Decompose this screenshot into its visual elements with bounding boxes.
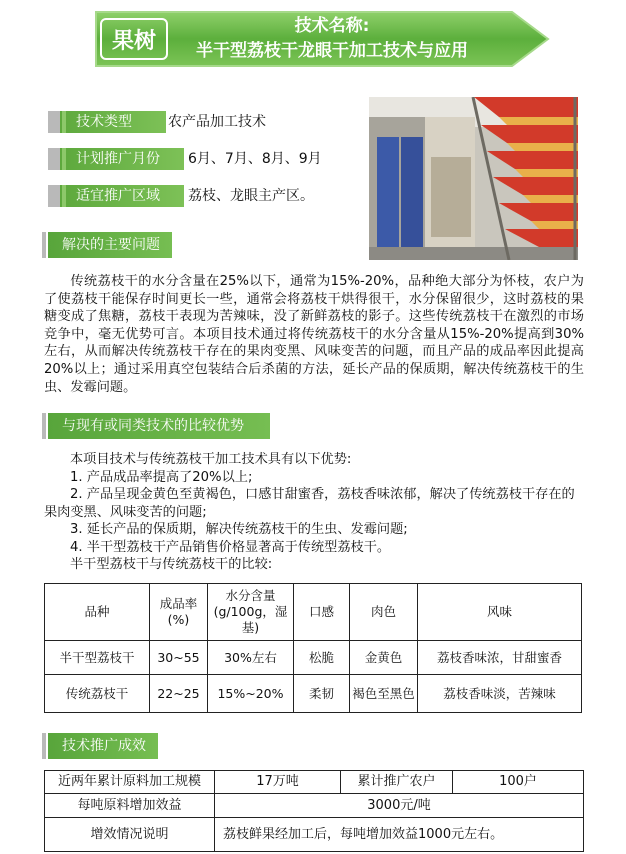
scale-value: 17万吨: [215, 771, 341, 794]
advantage-section-title: 与现有或同类技术的比较优势: [48, 413, 270, 439]
table-row: [45, 794, 584, 818]
table-row: [45, 818, 584, 852]
header-cell: 口感: [294, 584, 350, 641]
advantage-item: 3. 延长产品的保质期，解决传统荔枝干的生虫、发霉问题;: [70, 522, 408, 537]
title-name: 半干型荔枝干龙眼干加工技术与应用: [196, 41, 468, 61]
problem-paragraph: 传统荔枝干的水分含量在25%以下，通常为15%-20%，品种绝大部分为怀枝，农户为了使荔枝干能保存时间更长一些，通常会将荔枝干烘得很干，水分保留很少，这时荔枝的果糖变成了焦糖，荔枝干表现为苦辣味，没了新鲜荔枝的影子。这些传统荔枝干在激烈的市场竞争中，毫无优势可言。本项目技术通过将传统荔枝干的水分含量从15%-20%提高到30%左右，从而解决传统荔枝干存在的果肉变黑、风味变苦的问题，而且产品的成品率因此提高20%以上；通过采用真空包装结合后杀菌的方法，延长产品的保质期，解决传统荔枝干的生虫、发霉问题。: [44, 274, 584, 395]
comparison-table: [44, 583, 582, 713]
table-cell: 金黄色: [350, 641, 418, 675]
header-cell: 成品率(%): [150, 584, 208, 641]
farmers-value: 100户: [453, 771, 584, 794]
technology-title: [182, 14, 482, 64]
farmers-label: 累计推广农户: [341, 771, 453, 794]
table-cell: 褐色至黑色: [350, 675, 418, 713]
header-cell: 水分含量(g/100g，湿基): [208, 584, 294, 641]
header-banner: [92, 8, 552, 70]
header-cell: 品种: [45, 584, 150, 641]
desc-value: 荔枝鲜果经加工后，每吨增加效益1000元左右。: [215, 818, 584, 852]
table-row: [45, 675, 582, 713]
table-cell: 传统荔枝干: [45, 675, 150, 713]
advantage-item: 1. 产品成品率提高了20%以上;: [70, 469, 253, 485]
table-cell: 22~25: [150, 675, 208, 713]
table-cell: 柔韧: [294, 675, 350, 713]
promotion-month-value: 6月、7月、8月、9月: [188, 151, 322, 167]
compare-intro: 半干型荔枝干与传统荔枝干的比较:: [70, 557, 273, 572]
benefit-label: 每吨原料增加效益: [45, 794, 215, 818]
table-cell: 荔枝香味淡，苦辣味: [418, 675, 582, 713]
table-header-row: [45, 584, 582, 641]
table-cell: 半干型荔枝干: [45, 641, 150, 675]
effect-section-title: 技术推广成效: [48, 733, 158, 759]
advantage-item: 4. 半干型荔枝干产品销售价格显著高于传统型荔枝干。: [70, 539, 391, 555]
table-cell: 松脆: [294, 641, 350, 675]
table-row: [45, 771, 584, 794]
table-cell: 15%~20%: [208, 675, 294, 713]
title-label: 技术名称:: [294, 16, 370, 36]
header-cell: 肉色: [350, 584, 418, 641]
promotion-area-label: 适宜推广区域: [48, 185, 184, 207]
tech-type-label: 技术类型: [48, 111, 166, 133]
drying-machine-photo: [369, 97, 578, 260]
table-row: [45, 641, 582, 675]
desc-label: 增效情况说明: [45, 818, 215, 852]
effect-table: [44, 770, 584, 852]
table-cell: 荔枝香味浓，甘甜蜜香: [418, 641, 582, 675]
benefit-value: 3000元/吨: [215, 794, 584, 818]
advantage-intro: 本项目技术与传统荔枝干加工技术具有以下优势:: [70, 452, 352, 467]
advantage-item: 2. 产品呈现金黄色至黄褐色，口感甘甜蜜香，荔枝香味浓郁，解决了传统荔枝干存在的果肉变黑、风味变苦的问题;: [44, 487, 575, 520]
scale-label: 近两年累计原料加工规模: [45, 771, 215, 794]
problem-section-title: 解决的主要问题: [48, 232, 172, 258]
table-cell: 30%左右: [208, 641, 294, 675]
problem-text: [44, 273, 584, 396]
header-cell: 风味: [418, 584, 582, 641]
tech-type-value: 农产品加工技术: [168, 114, 266, 130]
promotion-month-label: 计划推广月份: [48, 148, 184, 170]
advantage-list: [44, 451, 584, 574]
category-badge: 果树: [100, 18, 168, 60]
table-cell: 30~55: [150, 641, 208, 675]
promotion-area-value: 荔枝、龙眼主产区。: [188, 188, 314, 204]
